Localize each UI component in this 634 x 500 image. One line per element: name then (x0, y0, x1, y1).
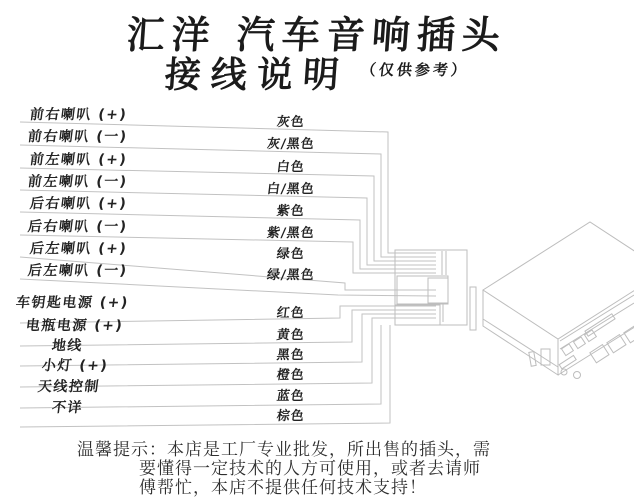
terminal-label-front-right-minus: 前右喇叭 (一) (26, 129, 129, 145)
reference-only-note: （仅供参考） (359, 61, 470, 79)
stereo-unit-drawing (483, 222, 634, 379)
terminal-label-front-left-minus: 前左喇叭 (一) (26, 174, 129, 190)
wire-color-green-black: 绿/黑色 (265, 268, 316, 283)
terminal-label-front-left-plus: 前左喇叭 (+) (28, 152, 129, 168)
wire-color-red: 红色 (275, 306, 306, 321)
terminal-label-battery-power: 电瓶电源 (+) (24, 318, 125, 334)
wire-color-gray-black: 灰/黑色 (265, 137, 316, 152)
wire-color-white: 白色 (275, 160, 306, 175)
wire-color-brown: 棕色 (275, 409, 306, 424)
terminal-label-ground: 地线 (50, 338, 84, 354)
wire-color-orange: 橙色 (275, 368, 306, 383)
footer-notice-line2: 要懂得一定技术的人方可使用，或者去请师 (139, 459, 481, 479)
terminal-label-antenna-control: 天线控制 (36, 379, 101, 395)
footer-notice (77, 441, 597, 498)
wire-color-gray: 灰色 (275, 115, 306, 130)
terminal-label-unknown: 不详 (50, 400, 84, 416)
terminal-label-rear-left-plus: 后左喇叭 (+) (28, 241, 129, 257)
page-subtitle: 接线说明 (163, 54, 351, 96)
page-title: 汇洋 汽车音响插头 (125, 12, 509, 57)
terminal-label-front-right-plus: 前右喇叭 (+) (28, 107, 129, 123)
page-subtitle-row (0, 47, 634, 98)
terminal-label-rear-right-minus: 后右喇叭 (一) (26, 219, 129, 235)
footer-notice-line1: 温馨提示：本店是工厂专业批发，所出售的插头，需 (77, 440, 491, 460)
terminal-label-ignition-power: 车钥匙电源 (+) (14, 295, 130, 311)
wire-color-green: 绿色 (275, 247, 306, 262)
terminal-label-illumination: 小灯 (+) (40, 358, 110, 374)
terminal-label-rear-left-minus: 后左喇叭 (一) (26, 263, 129, 279)
wire-color-yellow: 黄色 (275, 328, 306, 343)
wire-color-purple: 紫色 (275, 204, 306, 219)
wire-color-blue: 蓝色 (275, 389, 306, 404)
terminal-label-rear-right-plus: 后右喇叭 (+) (28, 196, 129, 212)
wire-color-black: 黑色 (275, 348, 306, 363)
wire-color-purple-black: 紫/黑色 (265, 226, 316, 241)
wire-color-white-black: 白/黑色 (265, 182, 316, 197)
footer-notice-line3: 傅帮忙，本店不提供任何技术支持！ (139, 478, 427, 498)
